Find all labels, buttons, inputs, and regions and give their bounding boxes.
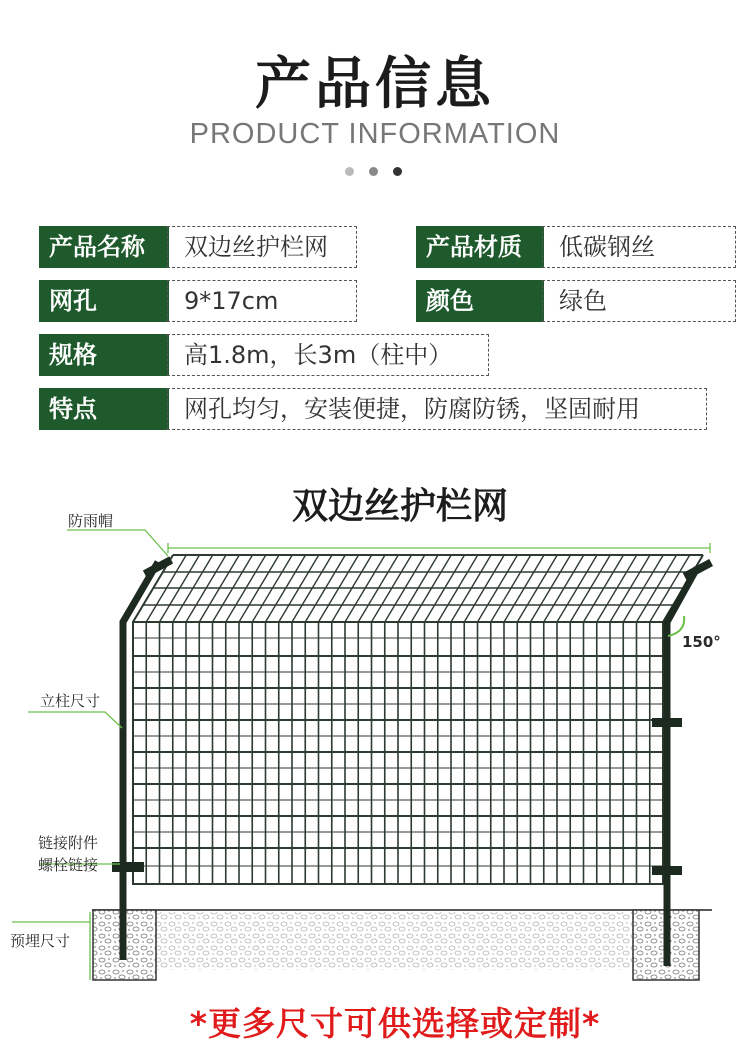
callout-connector: 链接附件 [38,834,99,852]
spec-row-color [416,280,736,322]
dot-3 [393,167,402,176]
top-verticals [133,555,703,622]
spec-value: 双边丝护栏网 [167,226,357,268]
right-post [652,559,713,966]
spec-value: 网孔均匀，安装便捷，防腐防锈，坚固耐用 [167,388,707,430]
spec-value: 9*17cm [167,280,357,322]
spec-row-mesh [39,280,359,322]
fence-illustration [0,500,750,995]
spec-row-name [39,226,359,268]
spec-value: 低碳钢丝 [542,226,736,268]
callout-post-size: 立柱尺寸 [40,692,101,710]
spec-row-feature [39,388,707,430]
spec-label: 产品材质 [416,226,544,268]
spec-label: 特点 [39,388,169,430]
callout-rain-cap: 防雨帽 [68,512,114,530]
dot-1 [345,167,354,176]
callout-bolt: 螺栓链接 [38,856,99,874]
ground [92,910,712,970]
custom-size-note: *更多尺寸可供选择或定制* [189,1004,601,1043]
spec-label: 颜色 [416,280,544,322]
spec-row-size [39,334,489,376]
spec-value: 绿色 [542,280,736,322]
spec-row-material [416,226,736,268]
page-subtitle: PRODUCT INFORMATION [189,118,561,150]
spec-label: 规格 [39,334,169,376]
page-title: 产品信息 [255,52,495,117]
dot-2 [369,167,378,176]
diagram-title: 双边丝护栏网 [291,486,508,527]
callout-angle: 150° [682,633,721,651]
mesh-verticals [133,622,663,884]
spec-label: 产品名称 [39,226,169,268]
left-post [112,556,173,960]
callout-embed-depth: 预埋尺寸 [10,932,71,950]
spec-value: 高1.8m，长3m（柱中） [167,334,489,376]
spec-label: 网孔 [39,280,169,322]
decorative-dots [345,167,405,177]
